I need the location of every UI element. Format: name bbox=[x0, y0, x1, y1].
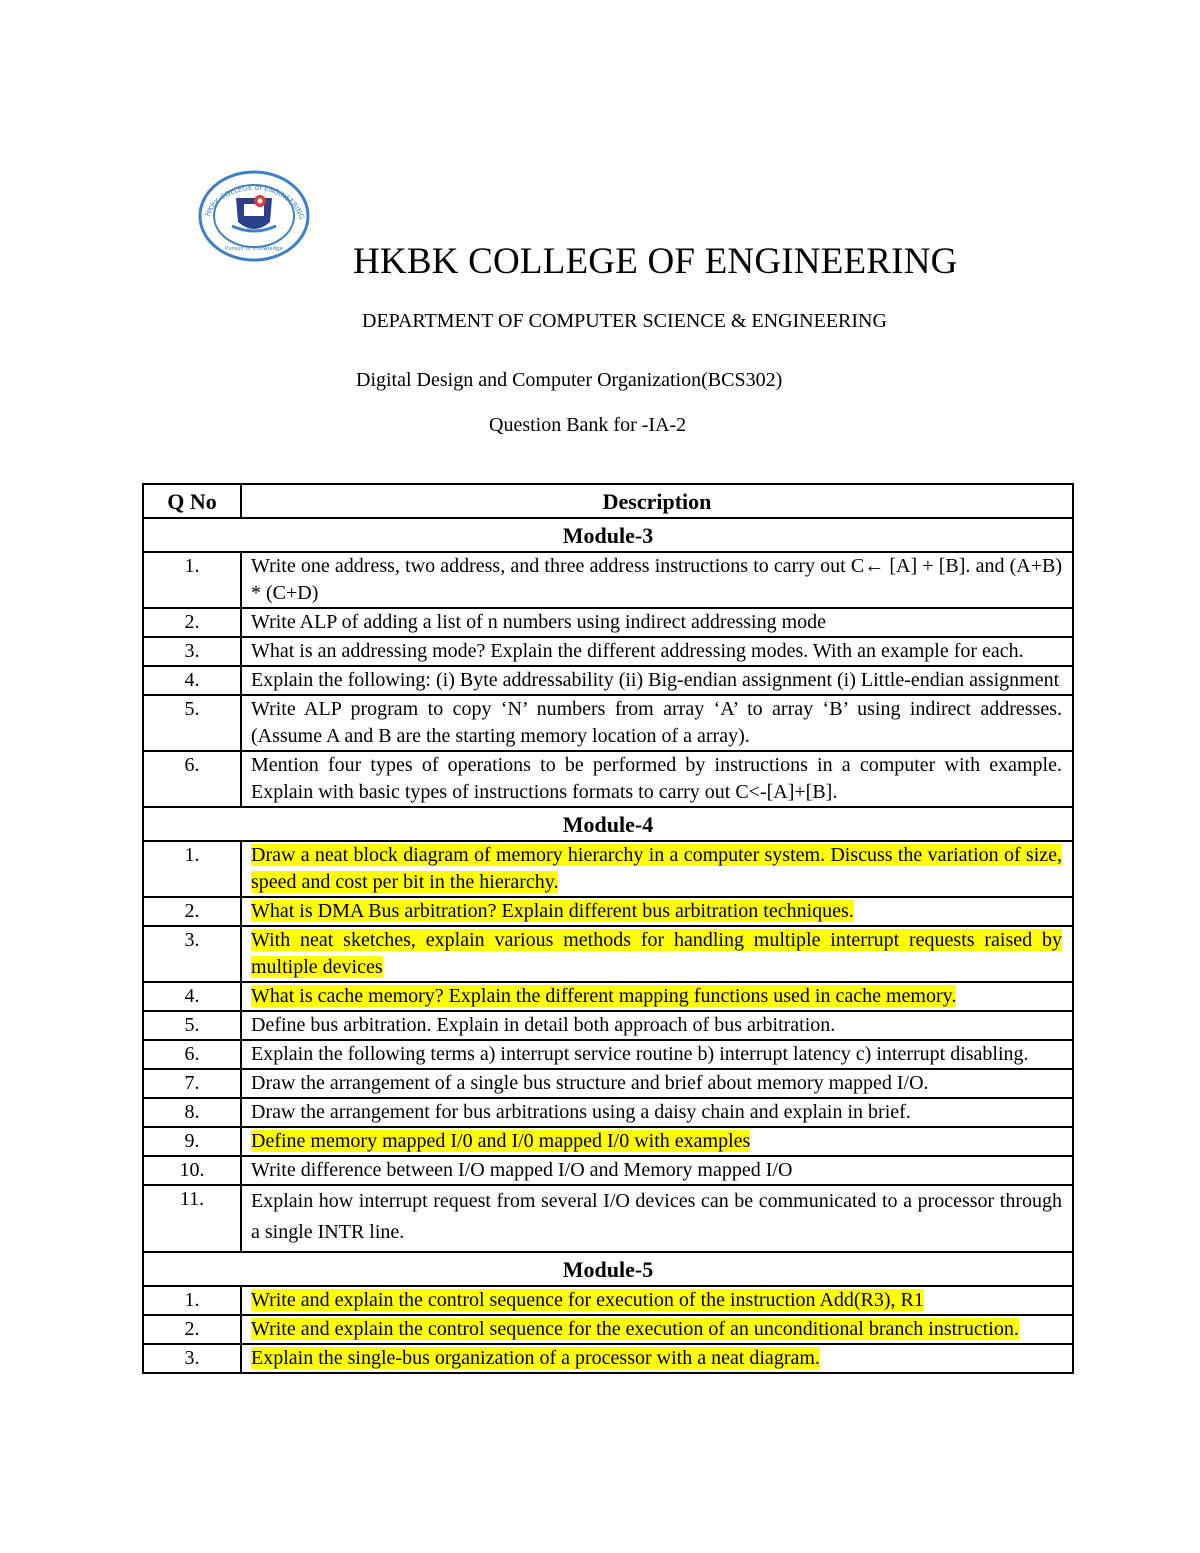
logo-ring-text: HKBK COLLEGE of ENGINEERING bbox=[203, 183, 306, 221]
question-row bbox=[143, 552, 1073, 608]
course-title: Digital Design and Computer Organization(BCS302) bbox=[356, 369, 783, 391]
question-text-cell bbox=[241, 1286, 1073, 1315]
question-row bbox=[143, 1011, 1073, 1040]
question-text-cell bbox=[241, 1069, 1073, 1098]
question-text: Define bus arbitration. Explain in detail both approach of bus arbitration. bbox=[251, 1014, 836, 1036]
module-title: Module-4 bbox=[143, 807, 1073, 841]
question-text-cell bbox=[241, 637, 1073, 666]
question-row bbox=[143, 1315, 1073, 1344]
question-text: Write ALP of adding a list of n numbers using indirect addressing mode bbox=[251, 611, 827, 633]
question-text-cell bbox=[241, 666, 1073, 695]
question-row bbox=[143, 637, 1073, 666]
question-text-cell bbox=[241, 695, 1073, 751]
question-text: Write difference between I/O mapped I/O and Memory mapped I/O bbox=[251, 1159, 793, 1181]
college-logo bbox=[198, 170, 310, 262]
question-text-cell bbox=[241, 1185, 1073, 1252]
question-number: 1. bbox=[143, 552, 241, 608]
question-number: 2. bbox=[143, 608, 241, 637]
question-row bbox=[143, 982, 1073, 1011]
qno-header: Q No bbox=[143, 484, 241, 518]
question-number: 4. bbox=[143, 666, 241, 695]
question-text: Draw the arrangement for bus arbitrations using a daisy chain and explain in brief. bbox=[251, 1101, 911, 1123]
question-text-cell bbox=[241, 751, 1073, 807]
question-text: Explain the following: (i) Byte addressability (ii) Big-endian assignment (i) Little-endian assignment bbox=[251, 669, 1060, 691]
question-table bbox=[142, 483, 1074, 1374]
question-number: 10. bbox=[143, 1156, 241, 1185]
question-text-cell bbox=[241, 1011, 1073, 1040]
question-text: What is cache memory? Explain the different mapping functions used in cache memory. bbox=[251, 985, 957, 1007]
question-text: What is an addressing mode? Explain the different addressing modes. With an example for each. bbox=[251, 640, 1024, 662]
question-text-cell bbox=[241, 552, 1073, 608]
question-row bbox=[143, 1098, 1073, 1127]
question-text: With neat sketches, explain various methods for handling multiple interrupt requests raised by multiple devices bbox=[251, 929, 1062, 978]
question-text: Explain how interrupt request from several I/O devices can be communicated to a processor through a single INTR line. bbox=[251, 1190, 1062, 1243]
question-number: 3. bbox=[143, 637, 241, 666]
question-text: Explain the following terms a) interrupt service routine b) interrupt latency c) interrupt disabling. bbox=[251, 1043, 1029, 1065]
question-number: 9. bbox=[143, 1127, 241, 1156]
logo-motto: Pursuit of Knowledge bbox=[224, 246, 284, 252]
question-row bbox=[143, 1127, 1073, 1156]
question-row bbox=[143, 1069, 1073, 1098]
question-text-cell bbox=[241, 608, 1073, 637]
question-text: Define memory mapped I/0 and I/0 mapped I/0 with examples bbox=[251, 1130, 751, 1152]
question-bank-title: Question Bank for -IA-2 bbox=[489, 414, 687, 436]
question-row bbox=[143, 1040, 1073, 1069]
question-text-cell bbox=[241, 1040, 1073, 1069]
question-text: Draw a neat block diagram of memory hierarchy in a computer system. Discuss the variation of size, speed and cost per bit in the hierarchy. bbox=[251, 844, 1062, 893]
module-row bbox=[143, 1252, 1073, 1286]
description-header: Description bbox=[241, 484, 1073, 518]
question-text: What is DMA Bus arbitration? Explain different bus arbitration techniques. bbox=[251, 900, 854, 922]
question-number: 8. bbox=[143, 1098, 241, 1127]
question-number: 11. bbox=[143, 1185, 241, 1252]
question-text: Mention four types of operations to be performed by instructions in a computer with example. Explain with basic types of instructions formats to carry out C<-[A]+[B]. bbox=[251, 754, 1062, 803]
question-table-body bbox=[143, 518, 1073, 1373]
module-row bbox=[143, 518, 1073, 552]
question-row bbox=[143, 841, 1073, 897]
module-title: Module-3 bbox=[143, 518, 1073, 552]
question-text-cell bbox=[241, 982, 1073, 1011]
module-title: Module-5 bbox=[143, 1252, 1073, 1286]
question-number: 4. bbox=[143, 982, 241, 1011]
question-row bbox=[143, 666, 1073, 695]
question-number: 5. bbox=[143, 695, 241, 751]
question-row bbox=[143, 1156, 1073, 1185]
question-number: 6. bbox=[143, 1040, 241, 1069]
question-number: 3. bbox=[143, 926, 241, 982]
question-row bbox=[143, 1286, 1073, 1315]
question-number: 5. bbox=[143, 1011, 241, 1040]
question-text-cell bbox=[241, 1127, 1073, 1156]
question-number: 7. bbox=[143, 1069, 241, 1098]
question-text-cell bbox=[241, 1315, 1073, 1344]
question-text: Write ALP program to copy ‘N’ numbers from array ‘A’ to array ‘B’ using indirect addresses.(Assume A and B are the starting memory location of a array). bbox=[251, 698, 1062, 747]
question-number: 6. bbox=[143, 751, 241, 807]
question-number: 1. bbox=[143, 841, 241, 897]
question-number: 3. bbox=[143, 1344, 241, 1373]
question-text-cell bbox=[241, 897, 1073, 926]
question-row bbox=[143, 1344, 1073, 1373]
question-text-cell bbox=[241, 841, 1073, 897]
question-number: 1. bbox=[143, 1286, 241, 1315]
department-name: DEPARTMENT OF COMPUTER SCIENCE & ENGINEERING bbox=[362, 310, 887, 332]
question-row bbox=[143, 897, 1073, 926]
table-header-row bbox=[143, 484, 1073, 518]
question-number: 2. bbox=[143, 897, 241, 926]
question-text-cell bbox=[241, 1156, 1073, 1185]
question-row bbox=[143, 1185, 1073, 1252]
question-text-cell bbox=[241, 926, 1073, 982]
question-row bbox=[143, 926, 1073, 982]
question-row bbox=[143, 608, 1073, 637]
question-text: Write and explain the control sequence for execution of the instruction Add(R3), R1 bbox=[251, 1289, 924, 1311]
question-row bbox=[143, 751, 1073, 807]
question-number: 2. bbox=[143, 1315, 241, 1344]
question-text: Explain the single-bus organization of a processor with a neat diagram. bbox=[251, 1347, 820, 1369]
module-row bbox=[143, 807, 1073, 841]
college-name: HKBK COLLEGE OF ENGINEERING bbox=[353, 241, 958, 282]
question-row bbox=[143, 695, 1073, 751]
question-text: Write and explain the control sequence for the execution of an unconditional branch instruction. bbox=[251, 1318, 1019, 1340]
question-text: Draw the arrangement of a single bus structure and brief about memory mapped I/O. bbox=[251, 1072, 929, 1094]
question-text-cell bbox=[241, 1098, 1073, 1127]
question-text: Write one address, two address, and three address instructions to carry out C← [A] + [B]. and (A+B) * (C+D) bbox=[251, 555, 1062, 604]
question-text-cell bbox=[241, 1344, 1073, 1373]
